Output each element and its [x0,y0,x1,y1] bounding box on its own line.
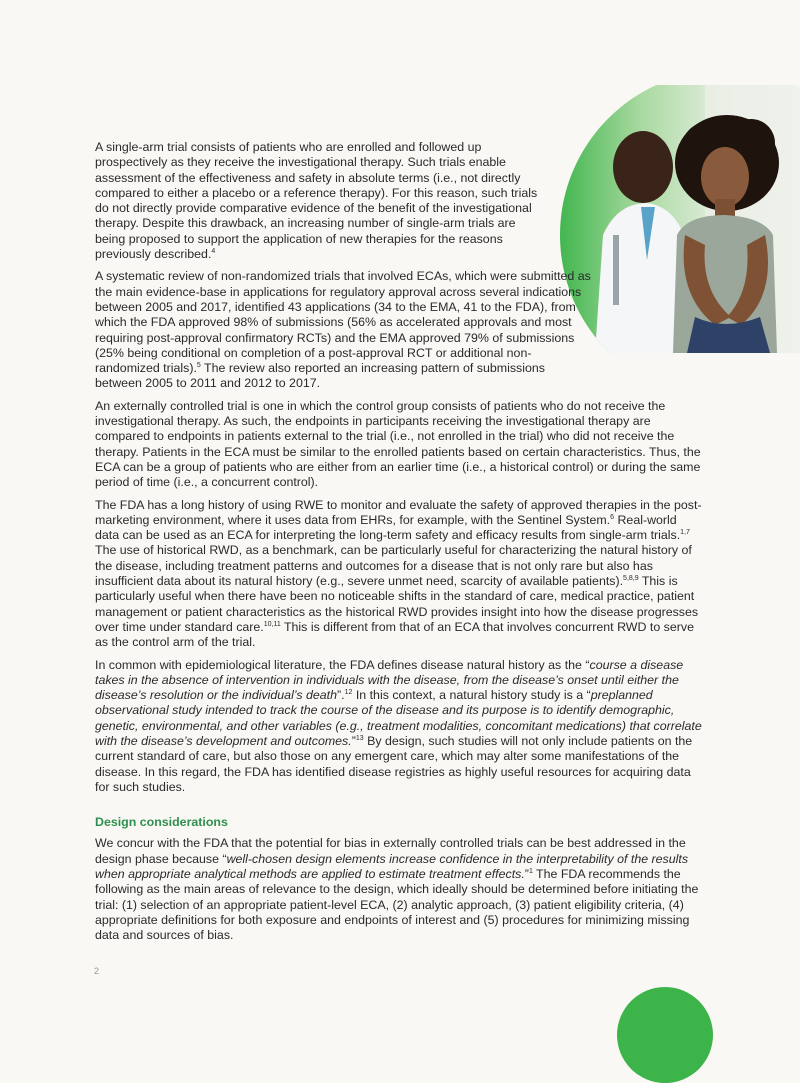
reference-superscript: 12 [344,688,353,696]
paragraph-externally-controlled [95,399,703,491]
paragraph-text: The use of historical RWD, as a benchmark, can be particularly useful for characterizing the natural history of the disease, including treatment patterns and outcomes for a disease that is not only rare but also has insufficient data about its natural history (e.g., severe unmet need, scarcity of available patients). [95,543,692,589]
section-heading: Design considerations [95,815,228,830]
reference-superscript: 1,7 [680,529,690,536]
paragraph-text: By design, such studies will not only include patients on the current standard of care, but also those on any emergent care, which may alter some manifestations of the disease. In this regard, the FDA has identified disease registries as highly useful resources for acquiring data for such studies. [95,733,693,794]
italic-quote: well-chosen design elements increase confidence in the interpretability of the results when appropriate analytical methods are applied to estimate treatment effects. [95,851,689,882]
document-body [95,140,703,951]
paragraph-text: ” [524,867,529,882]
paragraph-text: Real-world data can be used as an ECA for interpreting the long-term safety and efficacy results from single-arm trials. [95,512,681,543]
paragraph-single-arm-trial [95,140,547,262]
paragraph-text: An externally controlled trial is one in which the control group consists of patients who do not receive the investigational therapy. As such, the endpoints in participants receiving the investigational therapy are compared to endpoints in patients external to the trial (i.e., not enrolled in the trial) who did not receive the therapy. Patients in the ECA must be similar to the enrolled patients based on certain characteristics. Thus, the ECA can be a group of patients who are either from an earlier time (i.e., a historical control) or during the same period of time (i.e., a concurrent control). [95,398,701,490]
reference-superscript: 13 [355,734,364,742]
italic-quote: preplanned observational study intended to track the course of the disease and its purpose is to identify demographic, genetic, environmental, and other variables (e.g., treatment modalities, concomitant medications) that correlate with the disease’s development and outcomes. [95,688,702,748]
paragraph-text: ”. [337,688,345,703]
paragraph-text: ” [351,733,356,748]
italic-quote: course a disease takes in the absence of intervention in individuals with the disease, from the disease’s onset until either the disease’s resolution or the individual’s death [95,657,684,703]
reference-superscript: 4 [211,247,216,255]
paragraph-design-considerations [95,836,703,943]
paragraph-fda-history [95,498,703,651]
paragraph-text: In this context, a natural history study is a “ [352,688,591,703]
paragraph-text: This is particularly useful when there have been no noticeable shifts in the standard of care, medical practice, patient management or patient characteristics as the historical RWD provides insight into how the disease progresses over time under standard care. [95,574,699,634]
reference-superscript: 1 [528,867,533,875]
paragraph-natural-history [95,658,703,796]
paragraph-text: A systematic review of non-randomized trials that involved ECAs, which were submitted as the main evidence-base in applications for regulatory approval across several indications between 2005 and 2017, identified 43 applications (34 to the EMA, 41 to the FDA), from which the FDA approved 98% of submissions (56% as accelerated approvals and most requiring post-approval confirmatory RCTs) and the EMA approved 79% of submissions (25% being conditional on completion of a post-approval RCT or additional non-randomized trials). [95,269,591,376]
decorative-circle [617,987,713,1083]
paragraph-text: The review also reported an increasing pattern of submissions between 2005 to 2011 and 2012 to 2017. [95,361,545,391]
reference-superscript: 6 [610,513,615,521]
paragraph-systematic-review [95,269,595,391]
page-number: 2 [94,966,100,976]
paragraph-text: The FDA recommends the following as the main areas of relevance to the design, which ideally should be determined before initiating the trial: (1) selection of an appropriate patient-level ECA, (2) analytic approach, (3) patient eligibility criteria, (4) appropriate definitions for both exposure and endpoints of interest and (5) procedures for minimizing missing data and sources of bias. [95,867,699,943]
reference-superscript: 5 [196,362,201,370]
paragraph-text: The FDA has a long history of using RWE to monitor and evaluate the safety of approved therapies in the post-marketing environment, where it uses data from EHRs, for example, with the Sentinel System. [95,497,702,527]
reference-superscript: 5,8,9 [623,574,639,582]
paragraph-text: We concur with the FDA that the potential for bias in externally controlled trials can be best addressed in the design phase because “ [95,836,686,866]
paragraph-text: In common with epidemiological literature, the FDA defines disease natural history as the “ [95,657,590,672]
paragraph-text: This is different from that of an ECA that involves concurrent RWD to serve as the control arm of the trial. [95,619,694,650]
paragraph-text: A single-arm trial consists of patients who are enrolled and followed up prospectively as they receive the investigational therapy. Such trials enable assessment of the effectiveness and safety in absolute terms (i.e., not directly compared to either a placebo or a reference therapy). For this reason, such trials do not directly provide comparative evidence of the benefit of the investigational therapy. Despite this drawback, an increasing number of single-arm trials are being proposed to support the application of new therapies for the reasons previously described. [95,140,538,262]
reference-superscript: 10,11 [263,620,281,628]
